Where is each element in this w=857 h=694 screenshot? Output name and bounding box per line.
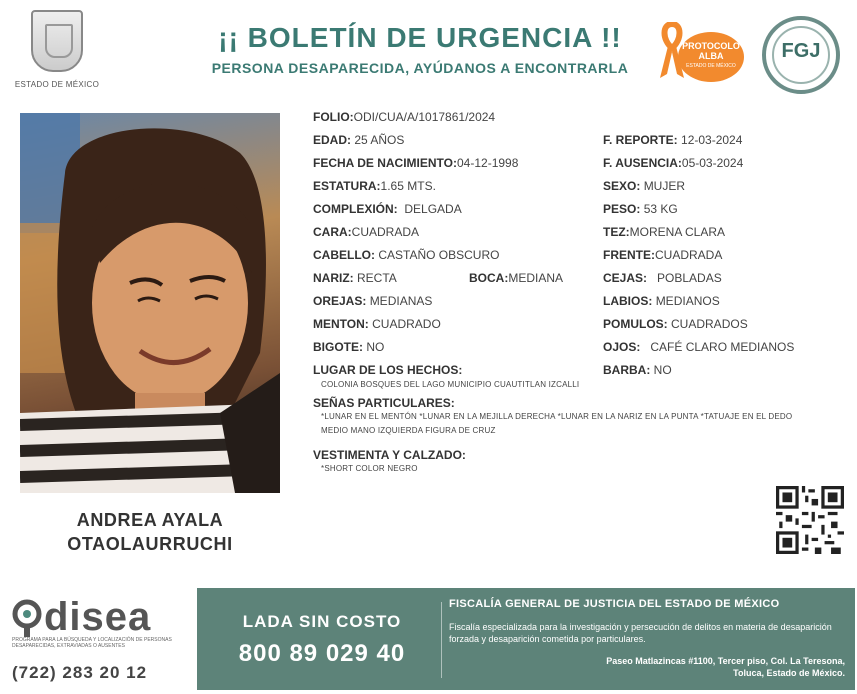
field-ausencia (603, 156, 743, 170)
field-value: 12-03-2024 (681, 133, 743, 147)
field-vestimenta (313, 448, 466, 462)
field-value: MEDIANOS (655, 294, 720, 308)
field-label: TEZ: (603, 225, 630, 239)
field-value: CUADRADA (655, 248, 723, 262)
field-lugar-value: COLONIA BOSQUES DEL LAGO MUNICIPIO CUAUTITLAN IZCALLI (321, 380, 580, 389)
field-label: CEJAS: (603, 271, 648, 285)
state-shield-icon (31, 10, 83, 72)
field-label: NARIZ: (313, 271, 354, 285)
field-label: SEXO: (603, 179, 641, 193)
field-value: CUADRADA (351, 225, 420, 239)
field-label: FRENTE: (603, 248, 655, 262)
field-value: NO (366, 340, 385, 354)
field-value: POBLADAS (657, 271, 722, 285)
header (0, 0, 857, 110)
field-label: PESO: (603, 202, 641, 216)
bulletin-subtitle: PERSONA DESAPARECIDA, AYÚDANOS A ENCONTRARLA (211, 60, 629, 76)
person-name-line1: ANDREA AYALA (76, 510, 224, 530)
person-photo (20, 113, 280, 493)
field-orejas (313, 294, 432, 308)
field-label: MENTON: (313, 317, 369, 331)
field-label: F. REPORTE: (603, 133, 678, 147)
field-label: LABIOS: (603, 294, 653, 308)
field-complexion (313, 202, 462, 216)
field-cabello (313, 248, 499, 262)
odisea-subtitle: PROGRAMA PARA LA BÚSQUEDA Y LOCALIZACIÓN DE PERSONAS DESAPARECIDAS, EXTRAVIADAS O AUSENTES (12, 637, 172, 649)
field-label: BARBA: (603, 363, 651, 377)
field-label: EDAD: (313, 133, 351, 147)
field-barba (603, 363, 672, 377)
field-frente (603, 248, 722, 262)
field-value: RECTA (357, 271, 397, 285)
field-label: OJOS: (603, 340, 641, 354)
fgj-seal (762, 16, 840, 94)
field-value: ODI/CUA/A/1017861/2024 (353, 110, 496, 124)
field-label: FECHA DE NACIMIENTO: (313, 156, 457, 170)
field-label: CARA: (313, 225, 352, 239)
lada-block (217, 612, 427, 668)
field-value: MEDIANAS (369, 294, 433, 308)
field-value: CASTAÑO OBSCURO (378, 248, 500, 262)
field-label: COMPLEXIÓN: (313, 202, 398, 216)
field-label: VESTIMENTA Y CALZADO: (313, 448, 466, 462)
fiscalia-title: FISCALÍA GENERAL DE JUSTICIA DEL ESTADO DE MÉXICO (449, 598, 780, 610)
contact-band (197, 588, 855, 690)
odisea-pin-icon (12, 599, 42, 637)
person-portrait-image (20, 113, 280, 493)
fiscalia-description: Fiscalía especializada para la investigación y persecución de delitos en materia de desaparición forzada y desaparición cometida por particulares. (449, 622, 832, 644)
field-ojos (603, 340, 794, 354)
field-label: POMULOS: (603, 317, 668, 331)
field-senas-value: *LUNAR EN EL MENTÓN *LUNAR EN LA MEJILLA DERECHA *LUNAR EN LA NARIZ EN LA PUNTA *TATUAJE EN EL DEDO MEDIO MANO IZQUIERDA FIGURA DE CRUZ (321, 412, 793, 435)
fiscalia-block (449, 598, 845, 679)
field-label: CABELLO: (313, 248, 375, 262)
person-name-line2: OTAOLAURRUCHI (67, 534, 233, 554)
edomex-logo (12, 10, 102, 89)
field-boca (469, 271, 563, 285)
odisea-word: disea (44, 595, 152, 639)
field-estatura (313, 179, 436, 193)
odisea-logo (12, 595, 192, 690)
field-sexo (603, 179, 685, 193)
field-value: NO (653, 363, 672, 377)
field-value: MUJER (643, 179, 686, 193)
alba-line3: ESTADO DE MÉXICO (686, 63, 736, 69)
field-cejas (603, 271, 722, 285)
field-label: OREJAS: (313, 294, 367, 308)
field-label: LUGAR DE LOS HECHOS: (313, 363, 463, 377)
field-cara (313, 225, 419, 239)
field-pomulos (603, 317, 748, 331)
person-name (20, 508, 280, 556)
qr-code-icon[interactable] (776, 486, 844, 554)
field-value: MORENA CLARA (629, 225, 726, 239)
address-line2: Toluca, Estado de México. (733, 668, 845, 678)
field-value: MEDIANA (508, 271, 564, 285)
field-label: ESTATURA: (313, 179, 381, 193)
field-value: CUADRADO (372, 317, 441, 331)
bulletin-title-block (170, 22, 670, 76)
protocolo-alba-logo (658, 18, 750, 90)
field-value: 53 KG (643, 202, 678, 216)
field-label: BIGOTE: (313, 340, 363, 354)
field-value: 25 AÑOS (354, 133, 405, 147)
lada-number[interactable]: 800 89 029 40 (238, 640, 406, 667)
field-edad (313, 133, 404, 147)
field-menton (313, 317, 441, 331)
field-label: SEÑAS PARTICULARES: (313, 396, 455, 410)
field-label: BOCA: (469, 271, 509, 285)
field-folio (313, 110, 495, 124)
divider (441, 602, 442, 678)
field-label: FOLIO: (313, 110, 354, 124)
field-senas (313, 396, 455, 410)
field-value: 1.65 MTS. (380, 179, 436, 193)
field-nariz (313, 271, 397, 285)
field-label: F. AUSENCIA: (603, 156, 682, 170)
odisea-wordmark (12, 595, 192, 640)
alba-line1: PROTOCOLO (682, 41, 740, 51)
address-line1: Paseo Matlazincas #1100, Tercer piso, Col. La Teresona, (606, 656, 845, 666)
alba-line2: ALBA (698, 51, 724, 61)
alba-badge (678, 32, 744, 82)
field-labios (603, 294, 720, 308)
odisea-phone[interactable]: (722) 283 20 12 (12, 663, 148, 682)
field-value: 05-03-2024 (681, 156, 744, 170)
field-bigote (313, 340, 384, 354)
bulletin-title: ¡¡ BOLETÍN DE URGENCIA !! (218, 22, 622, 53)
field-nacimiento (313, 156, 518, 170)
field-peso (603, 202, 678, 216)
field-reporte (603, 133, 742, 147)
fgj-seal-text: FGJ (781, 40, 821, 62)
field-value: DELGADA (404, 202, 462, 216)
field-vestimenta-value: *SHORT COLOR NEGRO (321, 464, 418, 473)
field-value: CUADRADOS (671, 317, 748, 331)
state-label: ESTADO DE MÉXICO (14, 80, 100, 89)
field-lugar (313, 363, 462, 377)
field-value: 04-12-1998 (457, 156, 519, 170)
field-tez (603, 225, 725, 239)
lada-label: LADA SIN COSTO (242, 612, 402, 631)
fiscalia-address (449, 655, 845, 679)
field-value: CAFÉ CLARO MEDIANOS (650, 340, 795, 354)
